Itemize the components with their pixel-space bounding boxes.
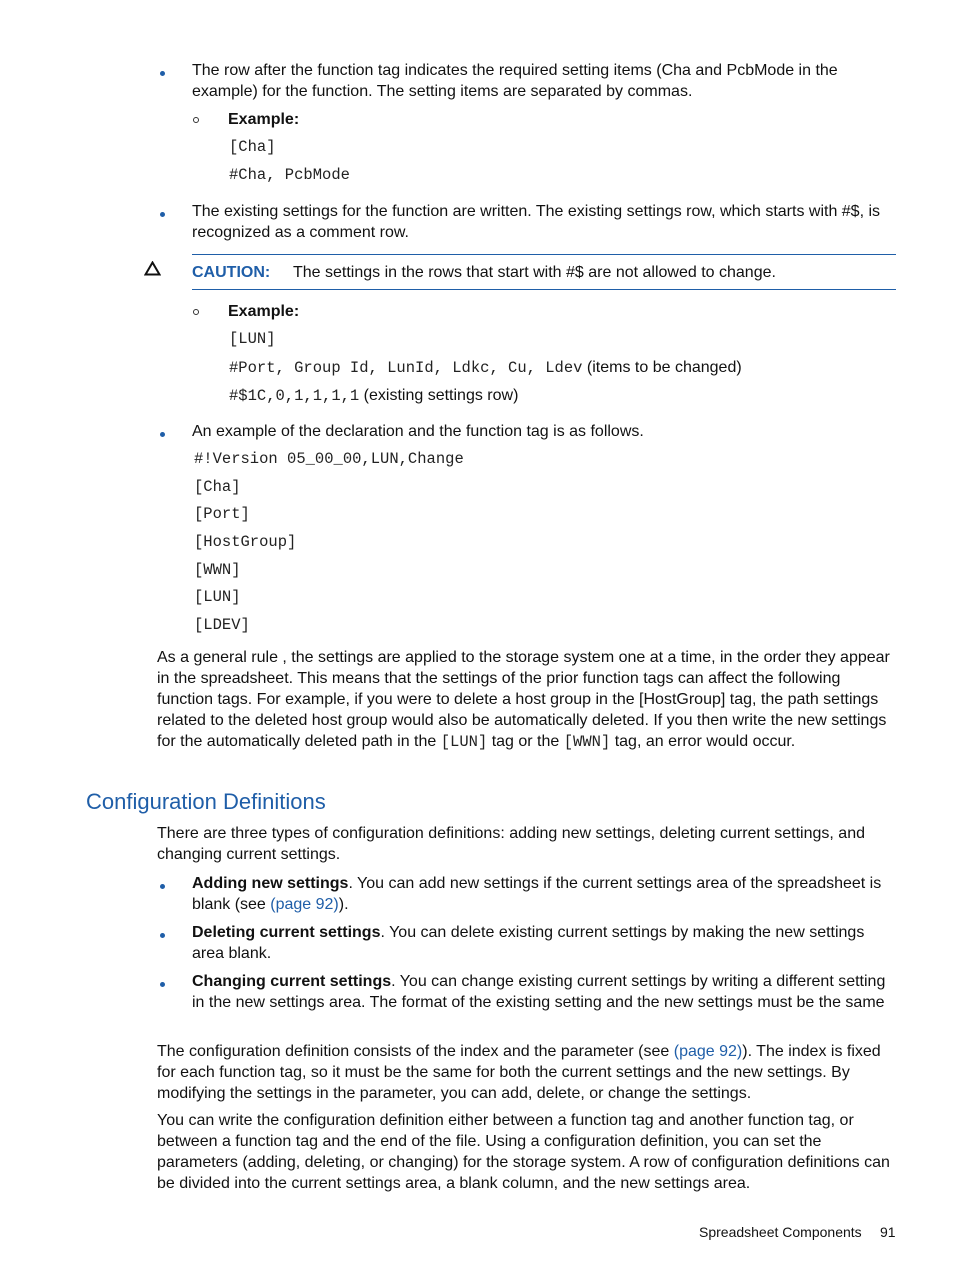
- code-line: [Cha]: [229, 138, 276, 156]
- section-intro: There are three types of configuration definitions: adding new settings, deleting current settings, and changing current settings.: [157, 825, 865, 863]
- inline-code: [WWN]: [563, 733, 611, 751]
- paragraph-text: The configuration definition consists of the index and the parameter (see: [157, 1043, 674, 1060]
- page-link[interactable]: (page 92): [673, 1043, 743, 1060]
- code-line: #!Version 05_00_00,LUN,Change: [194, 450, 464, 468]
- item-term: Deleting current settings: [192, 924, 381, 941]
- code-line: [Cha]: [194, 478, 241, 496]
- caution-bottom-rule: [192, 289, 896, 290]
- paragraph-text: tag or the: [487, 733, 564, 750]
- code-line: [LUN]: [229, 330, 276, 348]
- item-text: . You can add new settings if the current settings area of the spreadsheet is blank (see: [192, 875, 882, 913]
- item-term: Changing current settings: [192, 973, 392, 990]
- bullet-dot: [160, 71, 165, 76]
- bullet-dot: [160, 432, 165, 437]
- paragraph-text: As a general rule , the settings are applied to the storage system one at a time, in the order they appear in the spreadsheet. This means that the settings of the prior function tags can affect the following function tags. For example, if you were to delete a host group in the [HostGroup] tag, the path settings related to the deleted host group would also be automatically deleted. If you then write the new settings for the automatically deleted path in the: [157, 649, 890, 750]
- code-note: (existing settings row): [359, 387, 519, 404]
- code-text: #Port, Group Id, LunId, Ldkc, Cu, Ldev: [229, 359, 583, 377]
- caution-text: The settings in the rows that start with #$ are not allowed to change.: [293, 264, 776, 281]
- list-item: [192, 873, 898, 915]
- sub-bullet-circle: [193, 117, 199, 123]
- bullet-dot: [160, 212, 165, 217]
- page-number: 91: [880, 1224, 896, 1240]
- section-heading: Configuration Definitions: [86, 789, 326, 814]
- code-line-with-note: [229, 385, 518, 407]
- item-text: . You can change existing current settings by writing a different setting in the new settings area. The format of the existing setting and the new settings must be the same: [192, 973, 886, 1011]
- caution-top-rule: [192, 254, 896, 255]
- code-line: [LUN]: [194, 588, 241, 606]
- bullet-dot: [160, 982, 165, 987]
- code-line: #Cha, PcbMode: [229, 166, 350, 184]
- caution-icon: [144, 261, 161, 282]
- item-text: ).: [338, 896, 349, 913]
- general-rule-paragraph: [157, 647, 897, 753]
- list-item: [192, 922, 898, 964]
- sub-bullet-circle: [193, 309, 199, 315]
- footer-section-name: Spreadsheet Components: [699, 1224, 862, 1240]
- page-link[interactable]: (page 92): [270, 896, 339, 913]
- code-text: #$1C,0,1,1,1,1: [229, 387, 360, 405]
- definition-paragraph: [157, 1041, 897, 1104]
- code-line: [WWN]: [194, 561, 241, 579]
- list-item: [192, 971, 898, 1013]
- code-line-with-note: [229, 357, 742, 379]
- paragraph-text: ). The index is fixed for each function tag, so it must be the same for both the current settings and the new settings. By modifying the settings in the parameter, you can add, delete, or change the settings.: [157, 1043, 881, 1102]
- code-line: [HostGroup]: [194, 533, 297, 551]
- bullet-text: The row after the function tag indicates the required setting items (Cha and PcbMode in the example) for the function. The setting items are separated by commas.: [192, 62, 838, 100]
- caution-label: CAUTION:: [192, 264, 271, 281]
- bullet-text: An example of the declaration and the function tag is as follows.: [192, 423, 644, 440]
- item-term: Adding new settings: [192, 875, 349, 892]
- example-label: Example:: [228, 303, 300, 320]
- bullet-text: The existing settings for the function are written. The existing settings row, which starts with #$, is recognized as a comment row.: [192, 203, 881, 241]
- usage-paragraph: You can write the configuration definition either between a function tag and another function tag, or between a function tag and the end of the file. Using a configuration definition, you can set the parameters (adding, deleting, or changing) for the storage system. A row of configuration definitions can be divided into the current settings area, a blank column, and the new settings area.: [157, 1112, 890, 1192]
- example-label: Example:: [228, 111, 300, 128]
- code-line: [LDEV]: [194, 616, 250, 634]
- item-text: . You can delete existing current settings by making the new settings area blank.: [192, 924, 865, 962]
- bullet-dot: [160, 933, 165, 938]
- code-line: [Port]: [194, 505, 250, 523]
- inline-code: [LUN]: [440, 733, 488, 751]
- code-note: (items to be changed): [582, 359, 742, 376]
- bullet-dot: [160, 884, 165, 889]
- paragraph-text: tag, an error would occur.: [610, 733, 796, 750]
